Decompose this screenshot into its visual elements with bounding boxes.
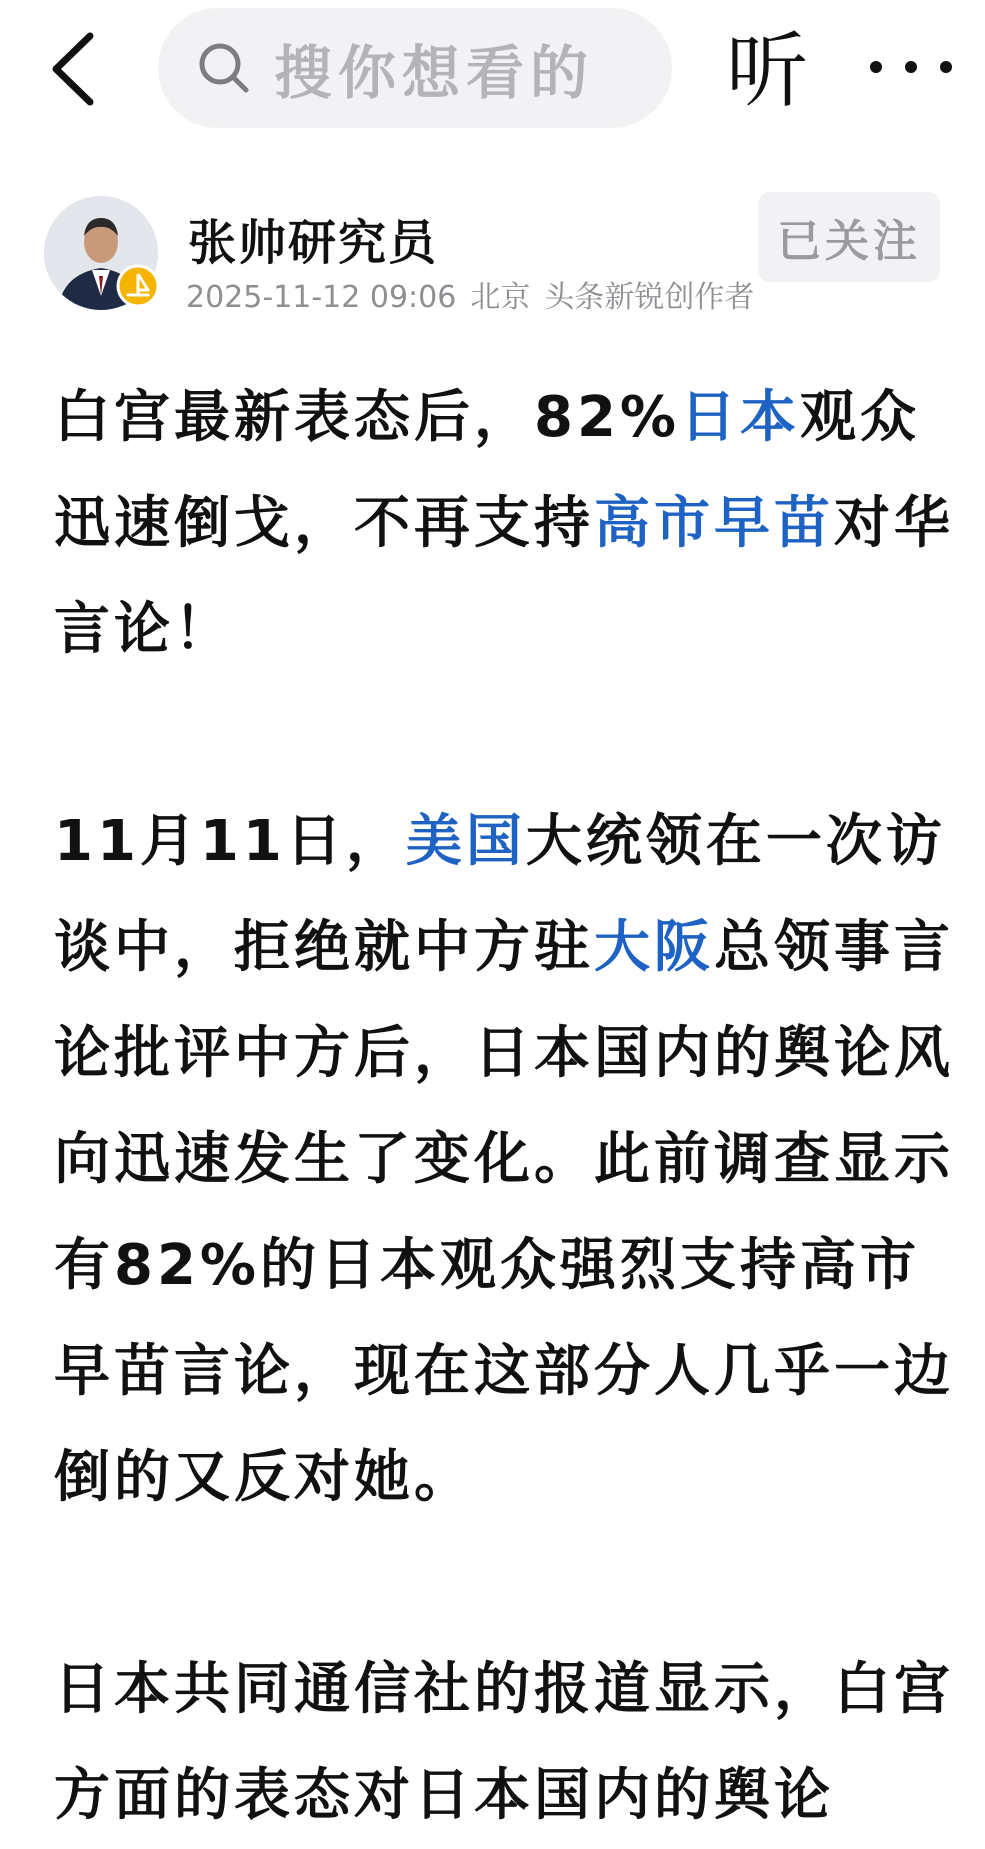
more-dots-icon (856, 32, 966, 102)
search-placeholder: 搜你想看的 (274, 39, 595, 107)
author-meta (186, 272, 768, 316)
chevron-left-icon (44, 24, 114, 114)
paragraph-text: 11月11日， (54, 809, 406, 874)
post-date: 2025-11-12 09:06 (186, 280, 457, 315)
search-bar[interactable] (158, 8, 672, 128)
top-bar (0, 0, 985, 140)
paragraph-text: 日本共同通信社的报道显示，白宫方面的表态对日本国内的舆论 (54, 1657, 954, 1828)
author-name[interactable]: 张帅研究员 (188, 215, 439, 271)
paragraph-text: 总领事言论批评中方后，日本国内的舆论风向迅速发生了变化。此前调查显示有82%的日本观众强烈支持高市早苗言论，现在这部分人几乎一边倒的又反对她。 (54, 915, 954, 1510)
article-body (54, 365, 954, 1849)
article-paragraph (54, 789, 954, 1531)
author-header (0, 190, 985, 320)
search-icon (196, 40, 252, 96)
post-location: 北京 (470, 280, 531, 315)
entity-link[interactable]: 高市早苗 (594, 491, 834, 556)
paragraph-text: 对华言论！ (54, 491, 954, 662)
listen-button[interactable]: 听 (726, 24, 809, 119)
entity-link[interactable]: 大阪 (594, 915, 714, 980)
back-button[interactable] (44, 24, 114, 114)
paragraph-text: 观众迅速倒戈，不再支持 (54, 385, 921, 556)
more-button[interactable] (856, 32, 966, 102)
creator-tag: 头条新锐创作者 (544, 280, 755, 315)
paragraph-text: 白宫最新表态后，82% (54, 385, 681, 450)
paragraph-text: 大统领在一次访谈中，拒绝就中方驻 (54, 809, 946, 980)
follow-button[interactable]: 已关注 (758, 192, 940, 282)
creator-badge-icon (116, 264, 160, 308)
article-paragraph (54, 1637, 954, 1849)
article-paragraph (54, 365, 954, 683)
entity-link[interactable]: 美国 (405, 809, 526, 874)
entity-link[interactable]: 日本 (680, 385, 801, 450)
